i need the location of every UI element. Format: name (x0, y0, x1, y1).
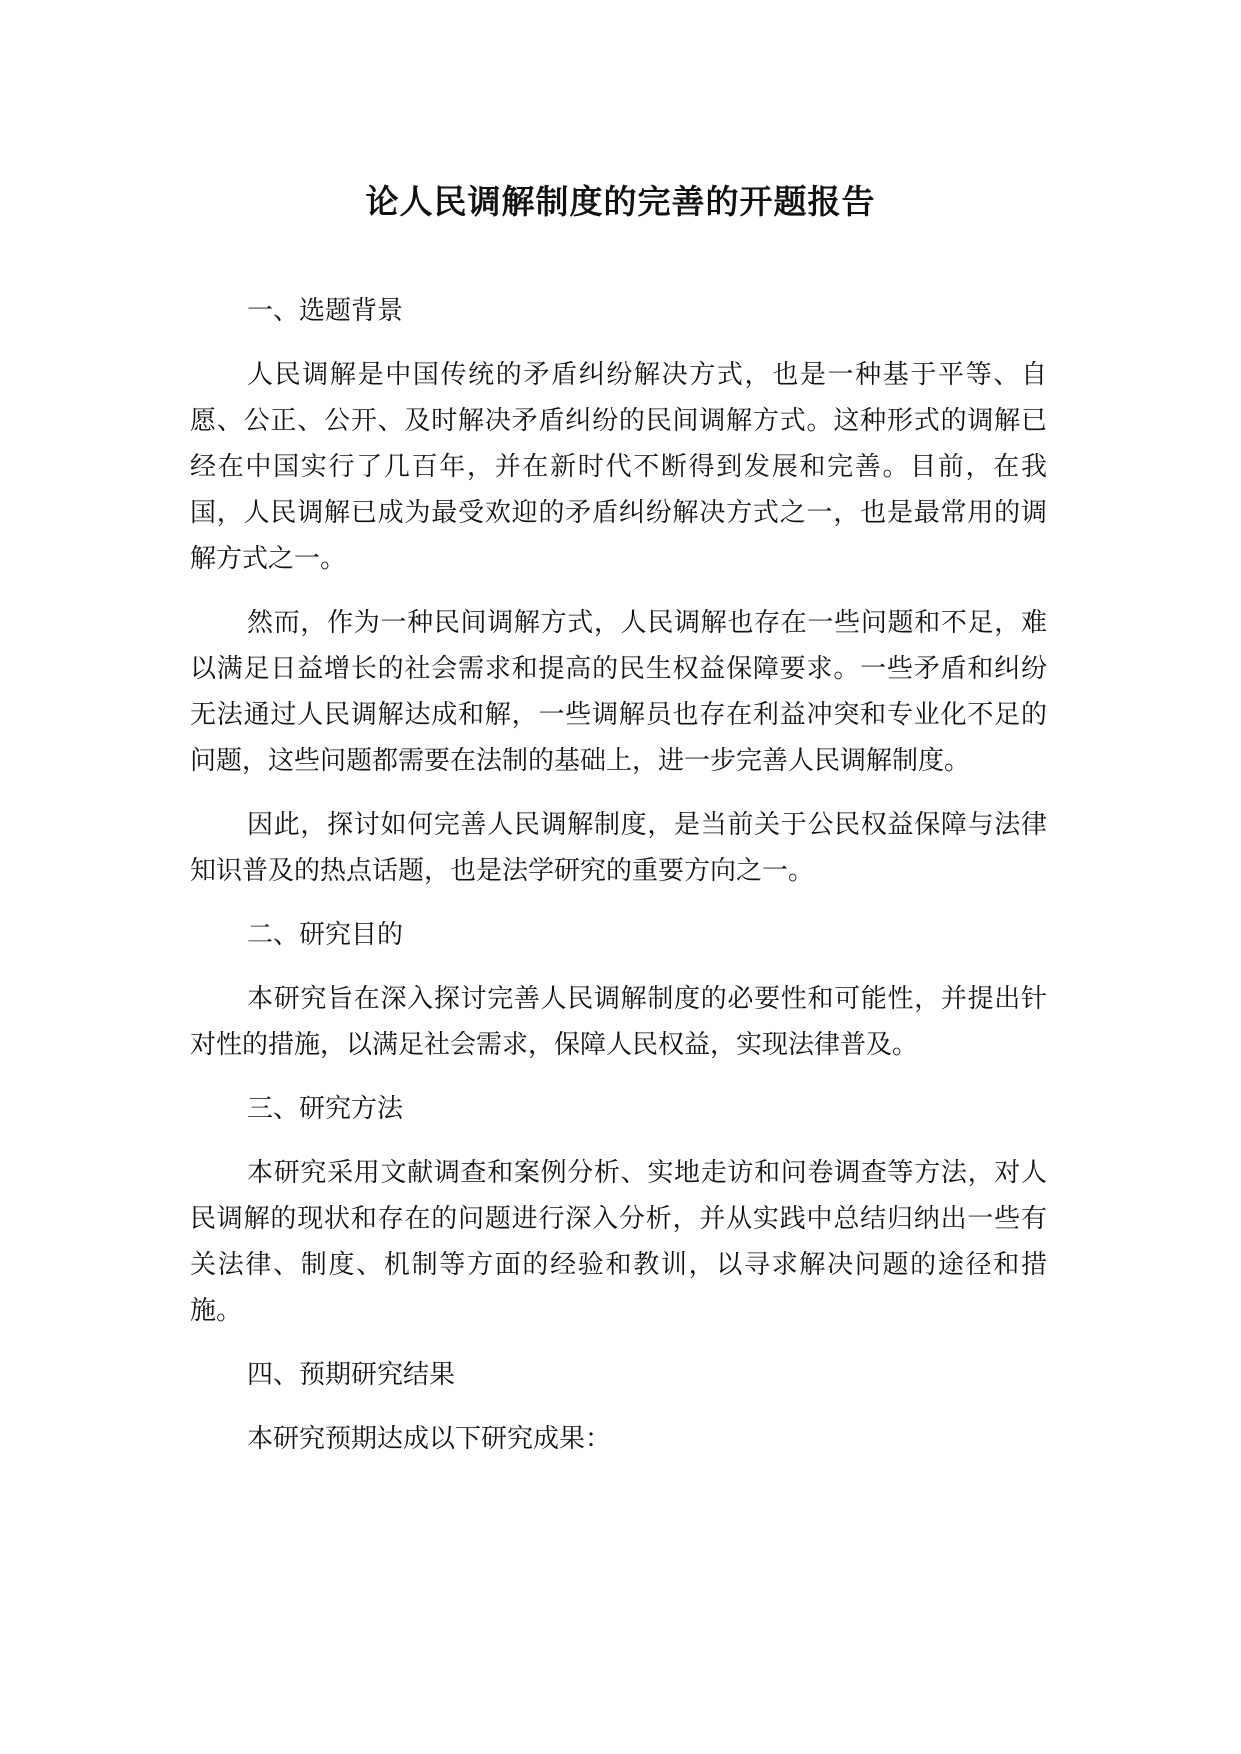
paragraph: 本研究采用文献调查和案例分析、实地走访和问卷调查等方法，对人民调解的现状和存在的问题进行深入分析，并从实践中总结归纳出一些有关法律、制度、机制等方面的经验和教训，以寻求解决问题的途径和措施。 (190, 1158, 1047, 1326)
document-body (190, 288, 1047, 1480)
section-heading-purpose: 二、研究目的 (247, 920, 404, 950)
document-title: 论人民调解制度的完善的开题报告 (365, 182, 876, 221)
section-heading-background: 一、选题背景 (247, 296, 404, 326)
paragraph: 人民调解是中国传统的矛盾纠纷解决方式，也是一种基于平等、自愿、公正、公开、及时解决矛盾纠纷的民间调解方式。这种形式的调解已经在中国实行了几百年，并在新时代不断得到发展和完善。目前，在我国，人民调解已成为最受欢迎的矛盾纠纷解决方式之一，也是最常用的调解方式之一。 (190, 360, 1047, 574)
section-heading-methods: 三、研究方法 (247, 1094, 404, 1124)
paragraph: 然而，作为一种民间调解方式，人民调解也存在一些问题和不足，难以满足日益增长的社会需求和提高的民生权益保障要求。一些矛盾和纠纷无法通过人民调解达成和解，一些调解员也存在利益冲突和专业化不足的问题，这些问题都需要在法制的基础上，进一步完善人民调解制度。 (190, 608, 1047, 776)
paragraph: 因此，探讨如何完善人民调解制度，是当前关于公民权益保障与法律知识普及的热点话题，也是法学研究的重要方向之一。 (190, 810, 1047, 886)
paragraph: 本研究预期达成以下研究成果： (247, 1424, 612, 1454)
section-heading-expected-results: 四、预期研究结果 (247, 1360, 456, 1390)
paragraph: 本研究旨在深入探讨完善人民调解制度的必要性和可能性，并提出针对性的措施，以满足社会需求，保障人民权益，实现法律普及。 (190, 984, 1047, 1060)
